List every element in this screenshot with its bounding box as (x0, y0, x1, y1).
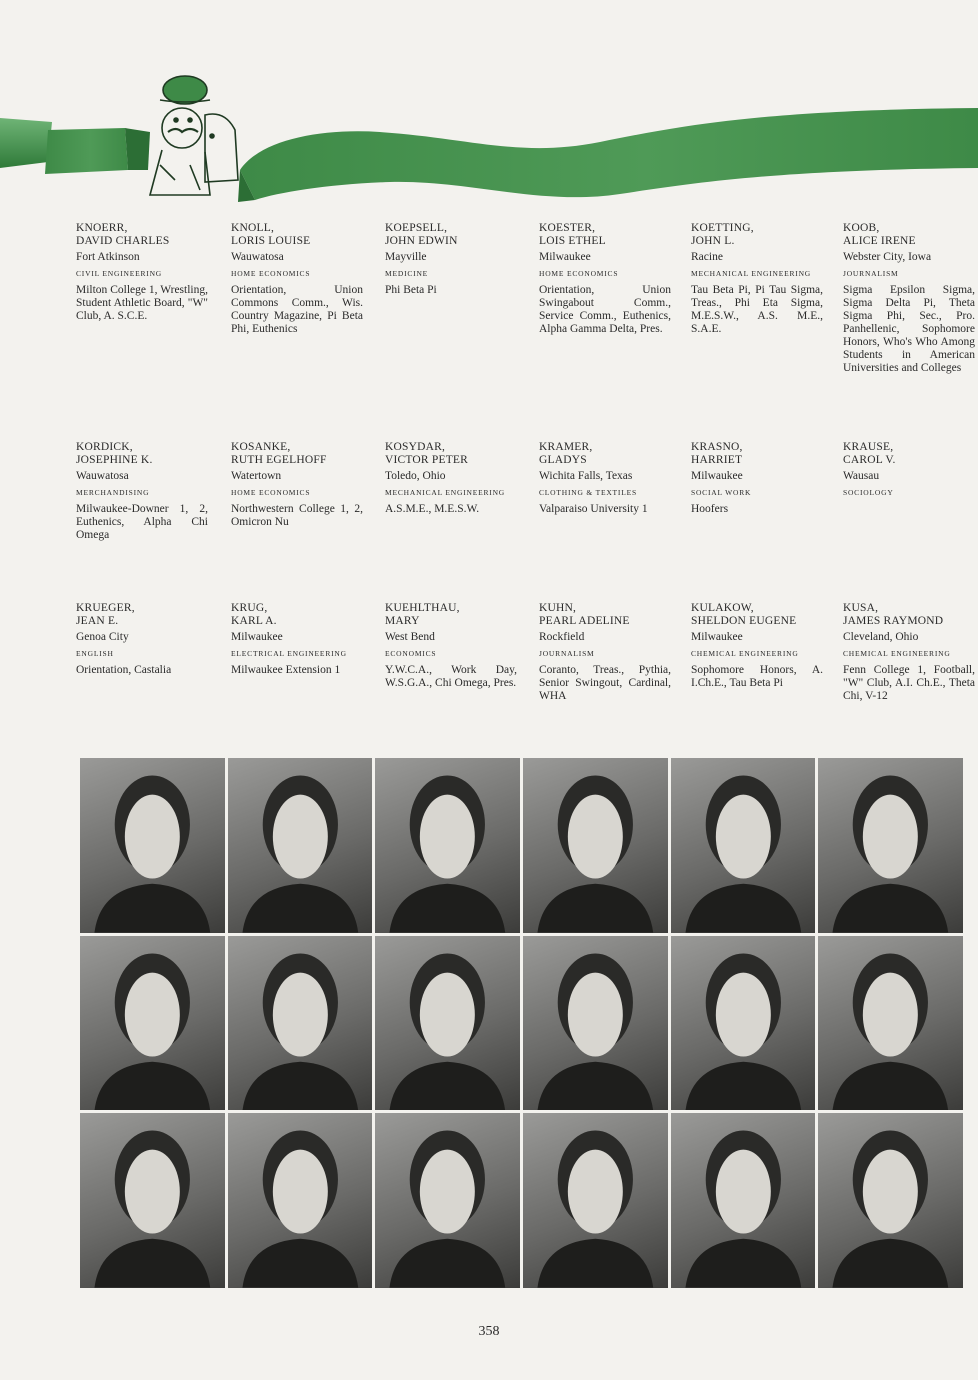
major: MECHANICAL ENGINEERING (691, 269, 812, 278)
given-names: ALICE IRENE (843, 235, 916, 247)
student-entry-krause (843, 441, 975, 503)
major: CHEMICAL ENGINEERING (691, 649, 799, 658)
portrait-silhouette (818, 936, 963, 1111)
activities: Hoofers (691, 503, 729, 515)
page-number: 358 (478, 1324, 500, 1339)
portrait-silhouette (671, 758, 816, 933)
surname: KULAKOW, (691, 602, 754, 614)
portrait-silhouette (228, 936, 373, 1111)
hometown: Toledo, Ohio (385, 470, 446, 482)
student-entry-kosanke (231, 441, 363, 529)
portrait-silhouette (523, 758, 668, 933)
portrait-photo (80, 758, 225, 933)
given-names: KARL A. (231, 615, 277, 627)
ribbon-banner (0, 70, 978, 210)
portrait-silhouette (671, 936, 816, 1111)
student-entry-kosydar (385, 441, 517, 516)
activities: Orientation, Union Commons Comm., Wis. Country Magazine, Pi Beta Phi, Euthenics (231, 284, 363, 335)
major: MERCHANDISING (76, 488, 150, 497)
given-names: GLADYS (539, 454, 587, 466)
activities: Northwestern College 1, 2, Omicron Nu (231, 503, 363, 528)
given-names: JOSEPHINE K. (76, 454, 153, 466)
student-entry-koetting (691, 222, 823, 336)
major: JOURNALISM (843, 269, 899, 278)
activities: Y.W.C.A., Work Day, W.S.G.A., Chi Omega, Pres. (385, 664, 517, 689)
portrait-silhouette (523, 936, 668, 1111)
activities: Tau Beta Pi, Pi Tau Sigma, Treas., Phi Eta Sigma, M.E.S.W., A.S. M.E., S.A.E. (691, 284, 823, 335)
student-entry-krueger (76, 602, 208, 677)
portrait-silhouette (818, 758, 963, 933)
portrait-silhouette (228, 1113, 373, 1288)
major: ENGLISH (76, 649, 114, 658)
student-entry-knoll (231, 222, 363, 336)
portrait-silhouette (818, 1113, 963, 1288)
portrait-photo (671, 936, 816, 1111)
surname: KUSA, (843, 602, 879, 614)
surname: KRAUSE, (843, 441, 894, 453)
portrait-photo (818, 1113, 963, 1288)
major: JOURNALISM (539, 649, 595, 658)
hometown: Racine (691, 251, 723, 263)
given-names: LOIS ETHEL (539, 235, 606, 247)
portrait-photo (818, 758, 963, 933)
activities: Milwaukee Extension 1 (231, 664, 341, 676)
surname: KNOERR, (76, 222, 128, 234)
activities: Milwaukee-Downer 1, 2, Euthenics, Alpha Chi Omega (76, 503, 208, 541)
activities: Sophomore Honors, A. I.Ch.E., Tau Beta Pi (691, 664, 823, 689)
hometown: Genoa City (76, 631, 129, 643)
surname: KRUEGER, (76, 602, 135, 614)
major: HOME ECONOMICS (539, 269, 619, 278)
activities: Phi Beta Pi (385, 284, 437, 296)
surname: KRASNO, (691, 441, 743, 453)
hometown: Milwaukee (691, 631, 743, 643)
hometown: Wauwatosa (76, 470, 129, 482)
major: CIVIL ENGINEERING (76, 269, 163, 278)
portrait-photo (818, 936, 963, 1111)
given-names: CAROL V. (843, 454, 896, 466)
activities: Fenn College 1, Football, "W" Club, A.I. Ch.E., Theta Chi, V-12 (843, 664, 975, 702)
portrait-photo (523, 936, 668, 1111)
portrait-photo (375, 936, 520, 1111)
activities: Coranto, Treas., Pythia, Senior Swingout, Cardinal, WHA (539, 664, 671, 702)
portrait-silhouette (228, 758, 373, 933)
major: CHEMICAL ENGINEERING (843, 649, 951, 658)
portrait-photo (228, 936, 373, 1111)
given-names: LORIS LOUISE (231, 235, 311, 247)
cartoon-couple-icon (150, 76, 238, 195)
portrait-photo (80, 936, 225, 1111)
given-names: PEARL ADELINE (539, 615, 630, 627)
hometown: Cleveland, Ohio (843, 631, 919, 643)
activities: Orientation, Castalia (76, 664, 172, 676)
portrait-silhouette (671, 1113, 816, 1288)
portrait-photo (523, 1113, 668, 1288)
hometown: Mayville (385, 251, 427, 263)
given-names: SHELDON EUGENE (691, 615, 797, 627)
major: HOME ECONOMICS (231, 269, 311, 278)
surname: KOEPSELL, (385, 222, 448, 234)
surname: KOSANKE, (231, 441, 291, 453)
student-entry-krug (231, 602, 363, 677)
surname: KOSYDAR, (385, 441, 446, 453)
hometown: Milwaukee (231, 631, 283, 643)
portrait-silhouette (375, 936, 520, 1111)
activities: Sigma Epsilon Sigma, Sigma Delta Pi, Theta Sigma Phi, Sec., Pro. Panhellenic, Sophomore Honors, Who's Who Among Students in American Universities and Colleges (843, 284, 975, 374)
portrait-photo (228, 758, 373, 933)
major: ECONOMICS (385, 649, 437, 658)
hometown: Watertown (231, 470, 282, 482)
surname: KOESTER, (539, 222, 596, 234)
surname: KOOB, (843, 222, 880, 234)
surname: KUHN, (539, 602, 577, 614)
given-names: JAMES RAYMOND (843, 615, 944, 627)
given-names: VICTOR PETER (385, 454, 469, 466)
major: ELECTRICAL ENGINEERING (231, 649, 347, 658)
student-entry-kulakow (691, 602, 823, 690)
given-names: JOHN EDWIN (385, 235, 458, 247)
given-names: RUTH EGELHOFF (231, 454, 327, 466)
portrait-photo (671, 758, 816, 933)
student-entry-koepsell (385, 222, 517, 297)
surname: KOETTING, (691, 222, 754, 234)
major: MECHANICAL ENGINEERING (385, 488, 506, 497)
portrait-silhouette (375, 1113, 520, 1288)
student-entry-kordick (76, 441, 208, 542)
hometown: Wichita Falls, Texas (539, 470, 633, 482)
portrait-photo (375, 758, 520, 933)
portrait-photo (228, 1113, 373, 1288)
hometown: Rockfield (539, 631, 585, 643)
surname: KUEHLTHAU, (385, 602, 460, 614)
activities: Valparaiso University 1 (539, 503, 648, 515)
major: MEDICINE (385, 269, 429, 278)
given-names: MARY (385, 615, 420, 627)
portrait-silhouette (80, 1113, 225, 1288)
student-entry-knoerr (76, 222, 208, 323)
surname: KNOLL, (231, 222, 275, 234)
portrait-photo (671, 1113, 816, 1288)
given-names: DAVID CHARLES (76, 235, 170, 247)
major: HOME ECONOMICS (231, 488, 311, 497)
given-names: HARRIET (691, 454, 743, 466)
hometown: Webster City, Iowa (843, 251, 932, 263)
student-entry-kuehlthau (385, 602, 517, 690)
major: CLOTHING & TEXTILES (539, 488, 637, 497)
student-entry-kusa (843, 602, 975, 703)
surname: KRUG, (231, 602, 268, 614)
hometown: West Bend (385, 631, 435, 643)
given-names: JEAN E. (76, 615, 119, 627)
portrait-silhouette (375, 758, 520, 933)
student-entry-kuhn (539, 602, 671, 703)
activities: Orientation, Union Swingabout Comm., Service Comm., Euthenics, Alpha Gamma Delta, Pres. (539, 284, 671, 335)
portrait-photo (523, 758, 668, 933)
student-entry-kramer (539, 441, 671, 516)
hometown: Milwaukee (539, 251, 591, 263)
hometown: Wausau (843, 470, 880, 482)
portrait-silhouette (80, 758, 225, 933)
activities: Milton College 1, Wrestling, Student Athletic Board, "W" Club, A. S.C.E. (76, 284, 208, 322)
hometown: Fort Atkinson (76, 251, 140, 263)
major: SOCIAL WORK (691, 488, 752, 497)
hometown: Wauwatosa (231, 251, 284, 263)
activities: A.S.M.E., M.E.S.W. (385, 503, 480, 515)
student-entry-koob (843, 222, 975, 375)
given-names: JOHN L. (691, 235, 735, 247)
surname: KORDICK, (76, 441, 133, 453)
portrait-silhouette (80, 936, 225, 1111)
portrait-photo (80, 1113, 225, 1288)
hometown: Milwaukee (691, 470, 743, 482)
portrait-photo (375, 1113, 520, 1288)
portrait-grid (80, 758, 963, 1288)
portrait-silhouette (523, 1113, 668, 1288)
student-entry-koester (539, 222, 671, 336)
major: SOCIOLOGY (843, 488, 894, 497)
student-entry-krasno (691, 441, 823, 516)
surname: KRAMER, (539, 441, 593, 453)
